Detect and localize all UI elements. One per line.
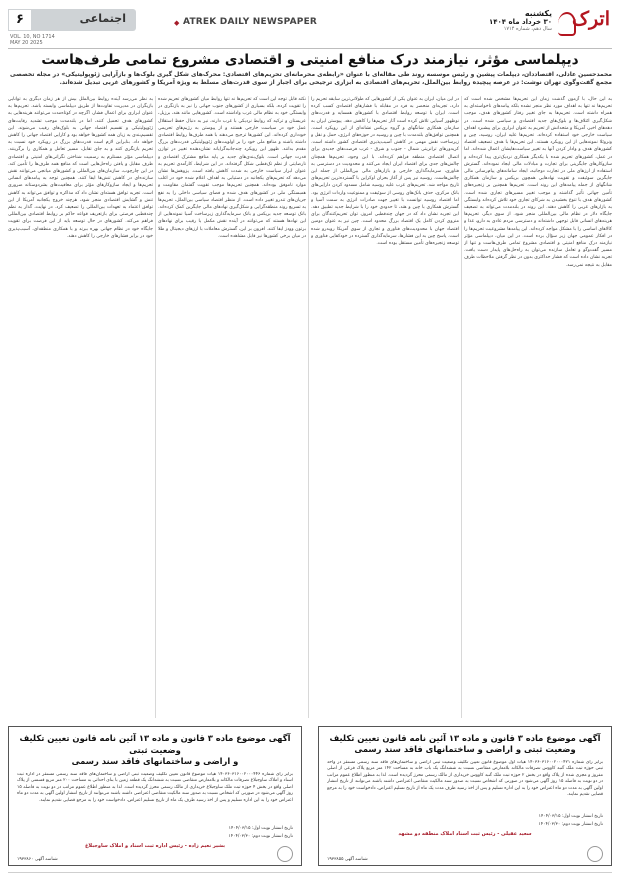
notice-body: برابر رای شماره ۱۴۰۳۶۰۳۱۶۰۰۲۰۰۰۴۲۱ هیات اول موضوع قانون تعیین تکلیف وضعیت ثبتی اراضی و ساختمان‌های فاقد سند رسمی مستقر در واحد ثبتی حوزه ثبت ملک گنبد کاووس تصرفات مالکانه بلامعارض متقاضی نسبت به ششدانگ یک باب خانه به مساحت ۱۴۲ متر مربع پلاک فرعی از اصلی مفروز و مجزی شده از پلاک واقع در بخش ۲ حوزه ثبت ملک گنبد کاووس خریداری از مالک رسمی محرز گردیده است. لذا به منظور اطلاع عموم مراتب در دو نوبت به فاصله ۱۵ روز آگهی می‌شود در صورتی که اشخاص نسبت به صدور سند مالکیت متقاضی اعتراضی داشته باشند می‌توانند از تاریخ انتشار اولین آگهی به مدت دو ماه اعتراض خود را به این اداره تسلیم و پس از اخذ رسید ظرف مدت یک ماه از تاریخ تسلیم اعتراض، دادخواست خود را به مرجع قضایی تقدیم نمایند. bbox=[327, 760, 603, 798]
issue-day: یکشنبه bbox=[524, 9, 552, 18]
article-column-3 bbox=[158, 96, 306, 718]
newspaper-logo bbox=[558, 8, 610, 40]
stamp-icon bbox=[587, 846, 603, 862]
subheadline: محمدحسین عادلی، اقتصاددان، دیپلمات پیشین و رئیس موسسه روند طی مقاله‌ای با عنوان «رابطه‌ی محرمانه‌ای تحریم‌های اقتصادی: محرک‌های شکل گیری بلوک‌ها و بازآرایی ژئوپولیتیکی» در مجله تخصصی مجمع گفت‌وگوی تهران نوشت: در عرصه پیچیده روابط بین‌الملل، تحریم‌های اقتصادی به ابزاری ترجیحی برای اجبار از سوی قدرت‌های مسلط به ویژه آمریکا و کشورهای غربی تبدیل شده‌اند. bbox=[10, 71, 612, 86]
notice-date-first: تاریخ انتشار نوبت اول: ۱۴۰۴/۰۳/۱۵ bbox=[228, 826, 293, 831]
volume-line: VOL. 10, NO 1714 bbox=[10, 34, 55, 40]
issue-date bbox=[489, 9, 552, 32]
footer-rule bbox=[8, 872, 612, 873]
notice-title: آگهی موضوع ماده ۳ قانون و ماده ۱۳ آئین نامه قانون تعیین تکلیف وضعیت ثبتی bbox=[19, 733, 291, 755]
article-column-2 bbox=[311, 96, 459, 718]
logo-text: اترک bbox=[571, 8, 610, 30]
column-divider bbox=[155, 96, 156, 718]
section-tab bbox=[8, 9, 136, 31]
article-body bbox=[8, 96, 612, 718]
column-divider bbox=[308, 96, 309, 718]
page-header bbox=[8, 6, 612, 49]
notice-signature: بشیر نعیم زاده - رئیس اداره ثبت اسناد و املاک ساوجبلاغ bbox=[85, 843, 225, 849]
column-divider bbox=[461, 96, 462, 718]
page-number: ۶ bbox=[8, 9, 32, 31]
article-column-4 bbox=[8, 96, 153, 718]
stamp-icon bbox=[277, 846, 293, 862]
notice-date-first: تاریخ انتشار نوبت اول: ۱۴۰۴/۰۳/۱۵ bbox=[538, 814, 603, 819]
notice-date-second: تاریخ انتشار نوبت دوم: ۱۴۰۴/۰۳/۳۰ bbox=[228, 834, 293, 839]
column-text: نکته قابل توجه این است که تحریم‌ها نه تنها روابط میان کشورهای تحریم شده را تقویت کرده، بلکه بسیاری از کشورهای جنوب جهانی را نیز به بازنگری در وابستگی خود به نظام مالی غرب واداشته است. کشورهایی مانند هند، برزیل، عربستان و ترکیه که روابط نزدیکی با غرب دارند، نیز به دنبال حفظ استقلال عمل خود در سیاست خارجی هستند و از پیوستن به رژیم‌های تحریمی خودداری کرده‌اند. این کشورها ترجیح می‌دهند با همه طرف‌ها روابط اقتصادی داشته باشند و منافع ملی خود را بر اولویت‌های ژئوپولیتیکی قدرت‌های بزرگ مقدم بدانند. ظهور این رویکرد چندجانبه‌گرایانه نشان‌دهنده تغییر در توازن قدرت جهانی است. بلوک‌بندی‌های جدید بر پایه منافع مشترک اقتصادی و نارضایتی از نظم تک‌قطبی شکل گرفته‌اند. در این شرایط، کارآمدی تحریم به عنوان ابزار سیاست خارجی به شدت کاهش یافته است. پژوهش‌ها نشان می‌دهد که تحریم‌های یکجانبه در دستیابی به اهداف اعلام شده خود در اغلب موارد ناموفق بوده‌اند. همچنین تحریم‌ها موجب تقویت گفتمان مقاومت و همبستگی ملی در کشورهای هدف شده و فضای سیاسی داخلی را به نفع جریان‌های تندرو تغییر داده است. از منظر اقتصاد سیاسی بین‌الملل، تحریم‌ها به تسریع روند منطقه‌گرایی و شکل‌گیری نهادهای مالی جایگزین کمک کرده‌اند. بانک توسعه جدید بریکس و بانک سرمایه‌گذاری زیرساخت آسیا نمونه‌هایی از این نهادها هستند که می‌توانند در آینده نقش مکمل یا رقیب برای نهادهای برتون وودز ایفا کنند. افزون بر این، گسترش معاملات با ارزهای دیجیتال و طلا در میان برخی کشورها نیز قابل مشاهده است. bbox=[158, 97, 306, 239]
volume-date: MAY 20 2025 bbox=[10, 40, 43, 46]
section-title: اجتماعی bbox=[79, 12, 126, 25]
headline: دیپلماسی مؤثر، نیازمند درک منافع امنیتی و اقتصادی مشروع تمامی طرف‌هاست bbox=[41, 52, 579, 68]
issue-number: سال دهم، شماره ۱۷۱۴ bbox=[503, 26, 552, 32]
legal-notice-left bbox=[8, 726, 302, 866]
notice-subtitle: وضعیت ثبتی و اراضی و ساختمانهای فاقد سند رسمی bbox=[354, 744, 576, 754]
column-text: در این میان، ایران به عنوان یکی از کشورهایی که طولانی‌ترین سابقه تحریم را دارد، تجربه‌ای منحصر به فرد در مقابله با فشارهای اقتصادی کسب کرده است. ایران با توسعه روابط اقتصادی با کشورهای همسایه و قدرت‌های نوظهور آسیایی تلاش کرده است آثار تحریم‌ها را کاهش دهد. پیوستن ایران به سازمان همکاری شانگهای و گروه بریکس نشانه‌ای از این رویکرد است. همچنین توافق‌های بلندمدت با چین و روسیه در حوزه‌های انرژی، حمل و نقل و زیرساخت نقش مهمی در کاهش آسیب‌پذیری اقتصادی کشور داشته است. کریدورهای ترانزیتی شمال - جنوب و شرق - غرب فرصت‌های جدیدی برای اتصال اقتصادی منطقه فراهم کرده‌اند. با این وجود، تحریم‌ها همچنان چالش‌های جدی برای اقتصاد ایران ایجاد می‌کنند و محدودیت در دسترسی به فناوری، سرمایه‌گذاری خارجی و بازارهای مالی بین‌المللی از جمله این چالش‌هاست. روسیه نیز پس از آغاز بحران اوکراین با گسترده‌ترین تحریم‌های تاریخ مواجه شد. تحریم‌های غرب علیه روسیه شامل مسدود کردن دارایی‌های بانک مرکزی، حذف بانک‌های روسی از سوئیفت و ممنوعیت واردات انرژی بود. اما اقتصاد روسیه توانست با تغییر جهت صادرات انرژی به سمت آسیا و گسترش همکاری با چین و هند، تا حدودی خود را با شرایط جدید تطبیق دهد. این تجربه نشان داد که در جهان چندقطبی امروز، توان تحریم‌کنندگان برای منزوی کردن کامل یک اقتصاد بزرگ محدود است. چین نیز به عنوان دومین اقتصاد جهان با محدودیت‌های فناوری و تجاری از سوی آمریکا روبه‌رو شده است. پاسخ چین به این فشارها، سرمایه‌گذاری گسترده در خودکفایی فناوری و توسعه زنجیره‌های تأمین مستقل بوده است. bbox=[311, 97, 459, 247]
column-text: به نظر می‌رسد آینده روابط بین‌الملل بیش از هر زمان دیگری به توانایی بازیگران در مدیریت تفاوت‌ها از طریق دیپلماسی وابسته باشد. تحریم‌ها به عنوان ابزاری برای اعمال فشار، اگرچه در کوتاه‌مدت می‌توانند هزینه‌هایی به کشورهای هدف تحمیل کنند، اما در بلندمدت موجب تشدید رقابت‌های ژئوپولیتیکی و تقسیم اقتصاد جهانی به بلوک‌های رقیب می‌شوند. این تقسیم‌بندی به زیان همه کشورها خواهد بود و کارایی اقتصاد جهانی را کاهش خواهد داد. بنابراین لازم است قدرت‌های بزرگ در رویکرد خود نسبت به تحریم بازنگری کنند و به جای تقابل، مسیر تعامل و همکاری را برگزینند. دیپلماسی مؤثر مستلزم به رسمیت شناختن نگرانی‌های امنیتی و اقتصادی طرف مقابل و یافتن راه‌حل‌هایی است که منافع همه طرف‌ها را تأمین کند. در این چارچوب، سازمان‌های بین‌المللی و کشورهای میانجی می‌توانند نقش سازنده‌ای در کاهش تنش‌ها ایفا کنند. همچنین توجه به پیامدهای انسانی تحریم‌ها و ایجاد سازوکارهای مؤثر برای معافیت‌های بشردوستانه ضروری است. تجربه توافق هسته‌ای نشان داد که مذاکره و توافق می‌تواند به کاهش تنش و گشایش اقتصادی منجر شود، هرچند خروج یکجانبه آمریکا از این توافق اعتماد به تعهدات بین‌المللی را تضعیف کرد. در نهایت، گذار به نظم چندقطبی فرصتی برای بازتعریف قواعد حاکم بر روابط اقتصادی بین‌المللی فراهم می‌کند. کشورهای در حال توسعه باید از این فرصت برای تقویت جایگاه خود در نظام جهانی بهره ببرند و با همکاری منطقه‌ای، آسیب‌پذیری خود در برابر فشارهای خارجی را کاهش دهند. bbox=[8, 97, 153, 239]
volume-info bbox=[10, 34, 55, 46]
column-text: به این حال، با آزمون گذشت زمان این تحریم‌ها مشخص شده است که تحریم‌ها نه تنها به اهداف مورد نظر منجر نشده بلکه پیامدهای ناخواسته‌ای به همراه داشته است. تحریم‌ها به جای تغییر رفتار کشورهای هدف، موجب شکل‌گیری ائتلاف‌ها و بلوک‌های جدید اقتصادی و سیاسی شده است. در دهه‌های اخیر، آمریکا و متحدانش از تحریم به عنوان ابزاری برای پیشبرد اهداف سیاست خارجی خود استفاده کرده‌اند. تحریم‌ها علیه ایران، روسیه، چین و ونزوئلا نمونه‌هایی از این رویکرد هستند. این تحریم‌ها با هدف تضعیف اقتصاد کشورهای هدف و وادار کردن آنها به تغییر سیاست‌هایشان اعمال شده‌اند. اما در عمل، کشورهای تحریم شده با یکدیگر همکاری نزدیک‌تری پیدا کرده‌اند و سازوکارهای جایگزینی برای تجارت و مبادلات مالی ایجاد نموده‌اند. گسترش استفاده از ارزهای ملی در تجارت دوجانبه، ایجاد سامانه‌های پیام‌رسانی مالی جایگزین سوئیفت و تقویت نهادهایی همچون بریکس و سازمان همکاری شانگهای از جمله پیامدهای این روند است. تحریم‌ها همچنین بر زنجیره‌های تأمین جهانی تأثیر گذاشته و موجب تغییر مسیرهای تجاری شده است. کشورهای هدف با تنوع بخشیدن به شرکای تجاری خود تلاش کرده‌اند وابستگی به بازارهای غربی را کاهش دهند. این روند در بلندمدت می‌تواند به تضعیف جایگاه دلار در نظام مالی بین‌المللی منجر شود. از سوی دیگر، تحریم‌ها هزینه‌های انسانی قابل توجهی داشته‌اند و دسترسی مردم عادی به دارو، غذا و کالاهای اساسی را با مشکل مواجه کرده‌اند. این پیامدها مشروعیت تحریم‌ها را در افکار عمومی جهان زیر سؤال برده است. در این میان، دیپلماسی مؤثر نیازمند درک منافع امنیتی و اقتصادی مشروع تمامی طرف‌هاست و تنها از مسیر گفت‌وگو و تعامل سازنده می‌توان به راه‌حل‌های پایدار دست یافت. تجربه نشان داده است که فشار حداکثری بدون در نظر گرفتن ملاحظات طرف مقابل به نتیجه نمی‌رسد. bbox=[464, 97, 612, 268]
notice-code: شناسه آگهی ۱۹۳۳۸۵۵ bbox=[327, 857, 368, 862]
diamond-icon: ◆ bbox=[174, 19, 180, 27]
notice-code: شناسه آگهی ۱۹۳۳۸۶۰ bbox=[17, 857, 58, 862]
notice-title: آگهی موضوع ماده ۳ قانون و ماده ۱۳ آئین نامه قانون تعیین تکلیف bbox=[329, 733, 601, 743]
article-header bbox=[8, 52, 612, 87]
article-column-1 bbox=[464, 96, 612, 718]
issue-date-shamsi: ۳۰ خرداد ماه ۱۴۰۴ bbox=[488, 18, 552, 26]
notice-subtitle: و اراضی و ساختمانهای فاقد سند رسمی bbox=[71, 756, 239, 766]
english-masthead: ATREK DAILY NEWSPAPER bbox=[183, 17, 318, 27]
notice-body: برابر رای شماره ۱۴۰۳۶۰۳۱۶۰۰۲۰۰۰۴۴۶ هیات موضوع قانون تعیین تکلیف وضعیت ثبتی اراضی و ساختمان‌های فاقد سند رسمی مستقر در اداره ثبت اسناد و املاک ساوجبلاغ تصرفات مالکانه و بلامعارض متقاضی نسبت به ششدانگ یک قطعه زمین با بنای احداثی به مساحت ۲۰۰ متر مربع قسمتی از پلاک اصلی واقع در بخش ۴ حوزه ثبت ملک ساوجبلاغ خریداری از مالک رسمی محرز گردیده است. لذا به منظور اطلاع عموم مراتب در دو نوبت به فاصله ۱۵ روز آگهی می‌شود در صورتی که اشخاص نسبت به صدور سند مالکیت متقاضی اعتراضی داشته باشند می‌توانند از تاریخ انتشار اولین آگهی به مدت دو ماه اعتراض خود را به این اداره تسلیم و پس از اخذ رسید ظرف یک ماه از تاریخ تسلیم اعتراض، دادخواست خود را به مرجع قضایی تقدیم نمایند. bbox=[17, 772, 293, 803]
notice-signature: سعید عقیلی - رئیس ثبت اسناد املاک منطقه دو مشهد bbox=[398, 831, 532, 837]
legal-notice-right bbox=[318, 726, 612, 866]
notice-date-second: تاریخ انتشار نوبت دوم: ۱۴۰۴/۰۳/۳۰ bbox=[538, 822, 603, 827]
